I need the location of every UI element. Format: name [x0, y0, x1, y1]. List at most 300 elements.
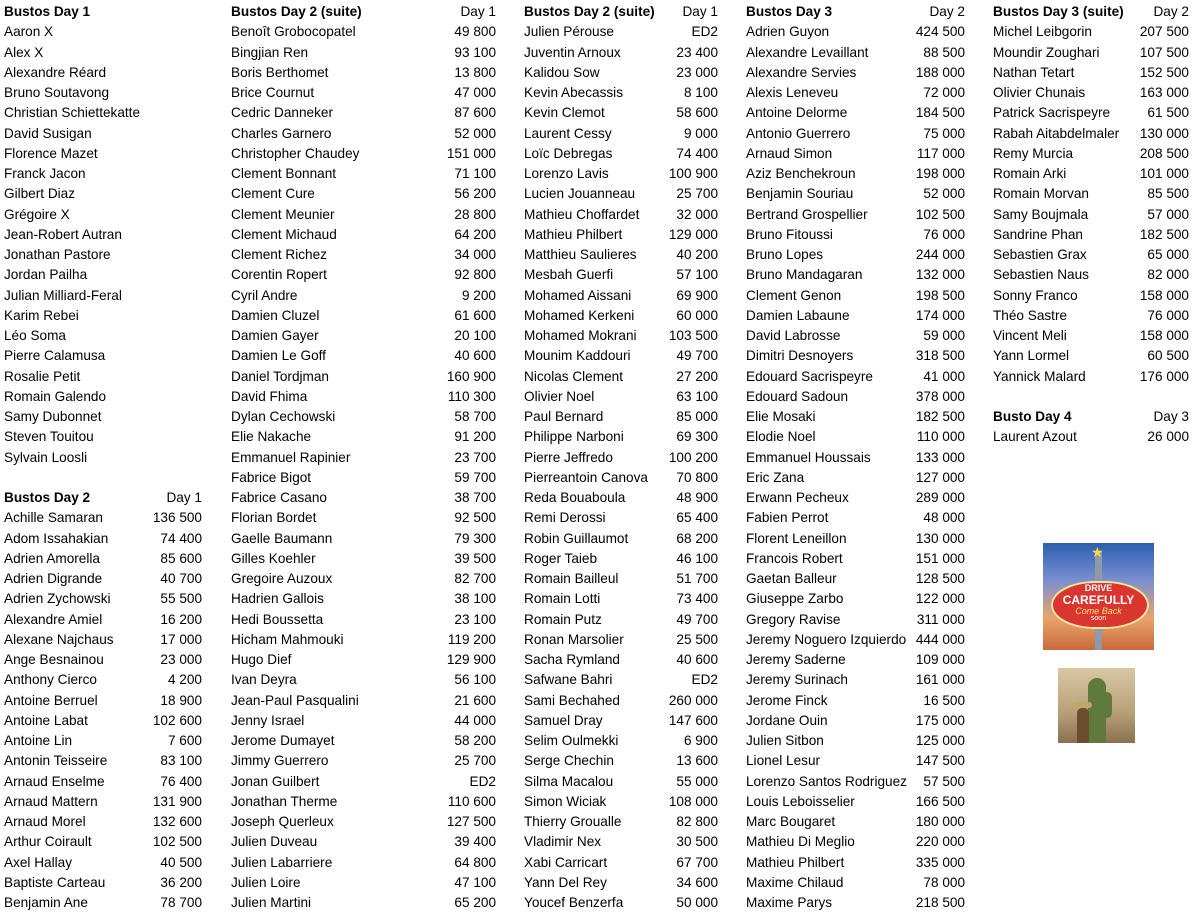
chip-count: 129 900	[446, 652, 496, 667]
player-row	[4, 691, 202, 711]
player-name: Emmanuel Houssais	[746, 449, 871, 465]
chip-count: 151 000	[915, 550, 965, 566]
player-name: Philippe Narboni	[524, 429, 624, 445]
section-header	[231, 2, 496, 22]
chip-count: 28 800	[454, 206, 496, 222]
chip-count: 152 500	[1139, 64, 1189, 80]
player-name: Alex X	[4, 44, 44, 60]
section-spacer	[993, 387, 1189, 407]
day-label: Day 2	[1153, 4, 1189, 19]
chip-count: 4 200	[167, 672, 202, 688]
player-row	[746, 751, 965, 771]
cactus-arm	[1102, 692, 1112, 718]
player-row	[4, 893, 202, 913]
player-row	[993, 245, 1189, 265]
player-name: Boris Berthomet	[231, 64, 329, 80]
column-3	[524, 2, 718, 913]
player-name: Cedric Danneker	[231, 105, 333, 121]
player-row	[231, 83, 496, 103]
chip-count: 57 500	[923, 773, 965, 789]
player-name: Sacha Rymland	[524, 652, 620, 667]
player-row	[746, 893, 965, 913]
chip-count: 55 500	[160, 591, 202, 607]
player-row	[746, 164, 965, 184]
player-name: Simon Wiciak	[524, 793, 607, 809]
chip-count: 122 000	[915, 591, 965, 607]
player-name: Axel Hallay	[4, 854, 72, 870]
chip-count: 130 000	[915, 530, 965, 546]
player-row	[524, 63, 718, 83]
chip-count: 125 000	[915, 733, 965, 748]
player-name: Erwann Pecheux	[746, 490, 849, 505]
player-name: Jeremy Surinach	[746, 672, 848, 688]
section-title: Busto Day 4	[993, 409, 1072, 424]
player-row	[4, 387, 202, 407]
chip-count: 260 000	[668, 692, 718, 708]
chip-count: 26 000	[1147, 429, 1189, 445]
chip-count: 40 500	[160, 854, 202, 870]
section-title: Bustos Day 3	[746, 4, 833, 19]
day-label: Day 2	[929, 4, 965, 19]
player-name: Vincent Meli	[993, 328, 1067, 343]
chip-count: 38 700	[454, 490, 496, 505]
player-name: Romain Galendo	[4, 388, 107, 404]
player-name: Adrien Digrande	[4, 571, 103, 586]
player-name: Francois Robert	[746, 550, 843, 566]
chip-count: 88 500	[923, 44, 965, 60]
chip-count: 59 000	[923, 328, 965, 343]
chip-count: 38 100	[454, 591, 496, 607]
player-row	[231, 286, 496, 306]
player-row	[746, 184, 965, 204]
player-row	[524, 610, 718, 630]
chip-count: 56 200	[454, 186, 496, 202]
chip-count: 57 000	[1147, 206, 1189, 222]
player-name: Lionel Lesur	[746, 753, 821, 769]
chip-count: 129 000	[668, 226, 718, 242]
player-name: Sebastien Naus	[993, 267, 1089, 283]
player-row	[4, 367, 202, 387]
day-label: Day 1	[166, 490, 202, 505]
chip-count: 175 000	[915, 712, 965, 728]
player-name: Kalidou Sow	[524, 64, 600, 80]
player-row	[4, 427, 202, 447]
player-name: Julian Milliard-Feral	[4, 287, 122, 303]
chip-count: 67 700	[676, 854, 718, 870]
player-row	[231, 407, 496, 427]
player-row	[231, 265, 496, 285]
player-row	[746, 630, 965, 650]
chip-count: 311 000	[916, 611, 965, 627]
chip-count: 30 500	[676, 834, 718, 850]
player-row	[4, 873, 202, 893]
chip-count: 109 000	[915, 652, 965, 667]
player-name: Karim Rebei	[4, 307, 79, 323]
player-name: Lucien Jouanneau	[524, 186, 636, 202]
player-name: Arnaud Enselme	[4, 773, 105, 789]
player-row	[524, 265, 718, 285]
chip-count: 444 000	[915, 631, 965, 647]
chip-count: 41 000	[923, 368, 965, 384]
chip-count: 180 000	[915, 814, 965, 829]
player-row	[524, 711, 718, 731]
player-row	[231, 184, 496, 204]
player-row	[746, 549, 965, 569]
player-name: Nicolas Clement	[524, 368, 623, 384]
chip-count: 65 000	[1147, 247, 1189, 262]
section-header	[4, 488, 202, 508]
section-title: Bustos Day 3 (suite)	[993, 4, 1124, 19]
player-row	[746, 529, 965, 549]
sign-text-3: Come Back	[1075, 606, 1122, 616]
player-name: Arnaud Simon	[746, 145, 833, 161]
player-row	[993, 144, 1189, 164]
player-name: Olivier Noel	[524, 388, 595, 404]
player-row	[524, 184, 718, 204]
player-row	[4, 711, 202, 731]
player-name: Clement Cure	[231, 186, 315, 202]
chip-count: 83 100	[160, 753, 202, 769]
chip-count: 92 800	[454, 267, 496, 283]
player-row	[746, 124, 965, 144]
chip-count: 59 700	[454, 469, 496, 485]
player-row	[4, 812, 202, 832]
star-icon: ★	[1091, 544, 1104, 560]
player-name: Daniel Tordjman	[231, 368, 329, 384]
player-name: Elodie Noel	[746, 429, 816, 445]
player-name: Serge Chechin	[524, 753, 614, 769]
player-row	[231, 508, 496, 528]
player-row	[524, 387, 718, 407]
player-name: Arnaud Mattern	[4, 793, 98, 809]
player-name: Gilbert Diaz	[4, 186, 76, 202]
cactus-photo	[1058, 668, 1135, 743]
player-row	[231, 893, 496, 913]
player-name: Mohamed Mokrani	[524, 328, 637, 343]
player-row	[524, 346, 718, 366]
player-name: David Susigan	[4, 125, 92, 141]
player-row	[524, 448, 718, 468]
chip-count: 76 000	[923, 226, 965, 242]
column-5	[993, 2, 1189, 448]
player-row	[524, 832, 718, 852]
chip-count: 32 000	[676, 206, 718, 222]
chip-count: 49 700	[676, 348, 718, 364]
player-name: David Labrosse	[746, 328, 841, 343]
player-name: Louis Leboisselier	[746, 793, 855, 809]
player-row	[993, 306, 1189, 326]
person-shape	[1077, 708, 1089, 743]
player-row	[524, 326, 718, 346]
player-name: Nathan Tetart	[993, 64, 1075, 80]
player-name: Corentin Ropert	[231, 267, 327, 283]
player-row	[524, 367, 718, 387]
chip-count: 8 100	[683, 85, 718, 100]
player-name: Bruno Soutavong	[4, 85, 110, 100]
chip-count: 198 000	[915, 166, 965, 181]
column-1	[4, 2, 202, 913]
player-row	[746, 792, 965, 812]
chip-count: 40 600	[676, 652, 718, 667]
player-row	[524, 772, 718, 792]
chip-count: 63 100	[676, 388, 718, 404]
chip-count: 56 100	[454, 672, 496, 688]
player-name: Romain Lotti	[524, 591, 601, 607]
player-name: Mesbah Guerfi	[524, 267, 614, 283]
player-name: Sonny Franco	[993, 287, 1078, 303]
chip-count: ED2	[469, 773, 496, 789]
chip-count: 57 100	[676, 267, 718, 283]
player-row	[524, 488, 718, 508]
chip-count: 23 700	[454, 449, 496, 465]
chip-count: 65 400	[676, 510, 718, 526]
player-name: Reda Bouaboula	[524, 490, 626, 505]
player-name: Rabah Aitabdelmaler	[993, 125, 1120, 141]
chip-count: 48 000	[923, 510, 965, 526]
chip-count: 158 000	[1139, 287, 1189, 303]
chip-count: 182 500	[915, 409, 965, 424]
player-name: Maxime Parys	[746, 895, 833, 910]
chip-count: 335 000	[915, 854, 965, 870]
player-name: Lorenzo Lavis	[524, 166, 609, 181]
player-name: Edouard Sadoun	[746, 388, 849, 404]
player-name: Bingjian Ren	[231, 44, 309, 60]
player-name: Alexandre Réard	[4, 64, 107, 80]
chip-count: 64 800	[454, 854, 496, 870]
player-name: Jonathan Therme	[231, 793, 338, 809]
player-name: Jean-Paul Pasqualini	[231, 692, 359, 708]
chip-count: 64 200	[454, 226, 496, 242]
chip-count: 46 100	[676, 550, 718, 566]
chip-count: 85 000	[676, 409, 718, 424]
player-name: Giuseppe Zarbo	[746, 591, 844, 607]
chip-count: 34 600	[676, 874, 718, 890]
chip-count: 34 000	[454, 247, 496, 262]
chip-count: 318 500	[915, 348, 965, 364]
player-name: Adom Issahakian	[4, 530, 109, 546]
player-row	[231, 245, 496, 265]
player-name: Mohamed Aissani	[524, 287, 632, 303]
chip-count: 76 400	[160, 773, 202, 789]
chip-count: 70 800	[676, 469, 718, 485]
chip-count: 23 000	[676, 64, 718, 80]
player-row	[4, 448, 202, 468]
player-row	[746, 103, 965, 123]
player-name: Kevin Clemot	[524, 105, 605, 121]
section-spacer	[4, 468, 202, 488]
section-title: Bustos Day 2 (suite)	[524, 4, 655, 19]
player-name: Dimitri Desnoyers	[746, 348, 854, 364]
chip-count: 61 600	[454, 307, 496, 323]
chip-count: 166 500	[915, 793, 965, 809]
chip-count: ED2	[691, 672, 718, 688]
las-vegas-sign-image	[1043, 543, 1154, 650]
player-name: Hadrien Gallois	[231, 591, 324, 607]
player-name: Elie Mosaki	[746, 409, 816, 424]
player-name: Mathieu Philbert	[524, 226, 623, 242]
chip-count: 73 400	[676, 591, 718, 607]
player-row	[524, 751, 718, 771]
player-name: Bertrand Grospellier	[746, 206, 868, 222]
player-name: Clement Richez	[231, 247, 327, 262]
player-name: Pierreantoin Canova	[524, 469, 648, 485]
player-row	[746, 306, 965, 326]
player-row	[231, 164, 496, 184]
chip-count: 39 500	[454, 550, 496, 566]
chip-count: 91 200	[454, 429, 496, 445]
player-row	[231, 812, 496, 832]
chip-count: 100 200	[668, 449, 718, 465]
day-label: Day 3	[1153, 409, 1189, 424]
player-row	[231, 650, 496, 670]
player-name: Bruno Lopes	[746, 247, 824, 262]
chip-count: 18 900	[160, 692, 202, 708]
chip-count: 76 000	[1147, 307, 1189, 323]
player-name: Remy Murcia	[993, 145, 1074, 161]
player-row	[746, 326, 965, 346]
chip-count: 69 300	[676, 429, 718, 445]
chip-count: 60 500	[1147, 348, 1189, 364]
player-row	[4, 549, 202, 569]
player-row	[4, 144, 202, 164]
player-row	[746, 407, 965, 427]
player-name: Antonin Teisseire	[4, 753, 108, 769]
player-name: Fabrice Bigot	[231, 469, 312, 485]
chip-count: 40 200	[676, 247, 718, 262]
chip-count: 82 000	[1147, 267, 1189, 283]
player-name: Sebastien Grax	[993, 247, 1087, 262]
player-name: Clement Bonnant	[231, 166, 337, 181]
player-name: Hicham Mahmouki	[231, 631, 344, 647]
player-row	[524, 529, 718, 549]
player-name: Benjamin Ane	[4, 895, 88, 910]
player-row	[231, 225, 496, 245]
player-name: Romain Arki	[993, 166, 1067, 181]
player-row	[746, 508, 965, 528]
player-row	[524, 508, 718, 528]
player-name: Antoine Lin	[4, 733, 73, 748]
chip-count: 378 000	[915, 388, 965, 404]
player-name: Anthony Cierco	[4, 672, 97, 688]
player-row	[993, 184, 1189, 204]
player-name: Christopher Chaudey	[231, 145, 360, 161]
player-name: Mohamed Kerkeni	[524, 307, 635, 323]
chip-count: 13 600	[676, 753, 718, 769]
player-name: Xabi Carricart	[524, 854, 608, 870]
player-name: Brice Cournut	[231, 85, 315, 100]
player-name: Hedi Boussetta	[231, 611, 324, 627]
player-row	[231, 427, 496, 447]
player-row	[4, 731, 202, 751]
section-header	[993, 407, 1189, 427]
player-row	[4, 407, 202, 427]
chip-count: 131 900	[152, 793, 202, 809]
player-name: Théo Sastre	[993, 307, 1068, 323]
player-row	[746, 610, 965, 630]
chip-count: 49 700	[676, 611, 718, 627]
player-name: Benjamin Souriau	[746, 186, 854, 202]
player-name: Steven Touitou	[4, 429, 94, 445]
chip-count: 117 000	[916, 145, 965, 161]
section-header	[746, 2, 965, 22]
chip-count: 16 200	[160, 611, 202, 627]
player-name: Thierry Groualle	[524, 814, 622, 829]
player-name: Arthur Coirault	[4, 834, 92, 850]
section-header	[993, 2, 1189, 22]
player-row	[746, 589, 965, 609]
chip-count: 61 500	[1147, 105, 1189, 121]
player-row	[524, 731, 718, 751]
player-name: Antoine Berruel	[4, 692, 98, 708]
player-name: Julien Martini	[231, 895, 312, 910]
player-row	[746, 731, 965, 751]
chip-count: 27 200	[676, 368, 718, 384]
chip-count: 136 500	[152, 510, 202, 526]
player-name: Christian Schiettekatte	[4, 105, 141, 121]
player-row	[746, 63, 965, 83]
chip-count: 13 800	[454, 64, 496, 80]
chip-count: 163 000	[1139, 85, 1189, 100]
chip-count: 244 000	[915, 247, 965, 262]
player-name: Arnaud Morel	[4, 814, 86, 829]
chip-count: 198 500	[915, 287, 965, 303]
player-row	[4, 346, 202, 366]
chip-count: 110 000	[916, 429, 965, 445]
chip-count: 160 900	[446, 368, 496, 384]
player-name: Jean-Robert Autran	[4, 226, 122, 242]
section-title: Bustos Day 1	[4, 4, 91, 19]
chip-count: 424 500	[915, 24, 965, 40]
player-name: Adrien Amorella	[4, 550, 100, 566]
player-row	[4, 751, 202, 771]
player-name: Elie Nakache	[231, 429, 312, 445]
player-name: Jerome Finck	[746, 692, 828, 708]
player-name: Pierre Jeffredo	[524, 449, 613, 465]
player-row	[524, 245, 718, 265]
player-row	[746, 245, 965, 265]
chip-count: 100 900	[668, 166, 718, 181]
player-name: Mathieu Philbert	[746, 854, 845, 870]
player-row	[746, 205, 965, 225]
player-row	[746, 387, 965, 407]
player-row	[4, 164, 202, 184]
section-header	[4, 2, 202, 22]
chip-count: 36 200	[160, 874, 202, 890]
player-name: Florian Bordet	[231, 510, 317, 526]
player-name: Charles Garnero	[231, 125, 332, 141]
chip-count: 92 500	[454, 510, 496, 526]
player-row	[231, 832, 496, 852]
player-row	[746, 832, 965, 852]
player-name: Romain Putz	[524, 611, 602, 627]
player-name: Youcef Benzerfa	[524, 895, 624, 910]
player-row	[231, 569, 496, 589]
player-row	[231, 670, 496, 690]
player-row	[746, 448, 965, 468]
player-name: Gaetan Balleur	[746, 571, 837, 586]
player-name: Julien Labarriere	[231, 854, 333, 870]
player-name: David Fhima	[231, 388, 308, 404]
player-row	[746, 286, 965, 306]
player-row	[524, 873, 718, 893]
player-name: Gregory Ravise	[746, 611, 841, 627]
player-row	[4, 225, 202, 245]
chip-count: 133 000	[915, 449, 965, 465]
player-row	[231, 772, 496, 792]
chip-count: 108 000	[668, 793, 718, 809]
chip-count: 78 700	[160, 895, 202, 910]
player-name: Emmanuel Rapinier	[231, 449, 351, 465]
